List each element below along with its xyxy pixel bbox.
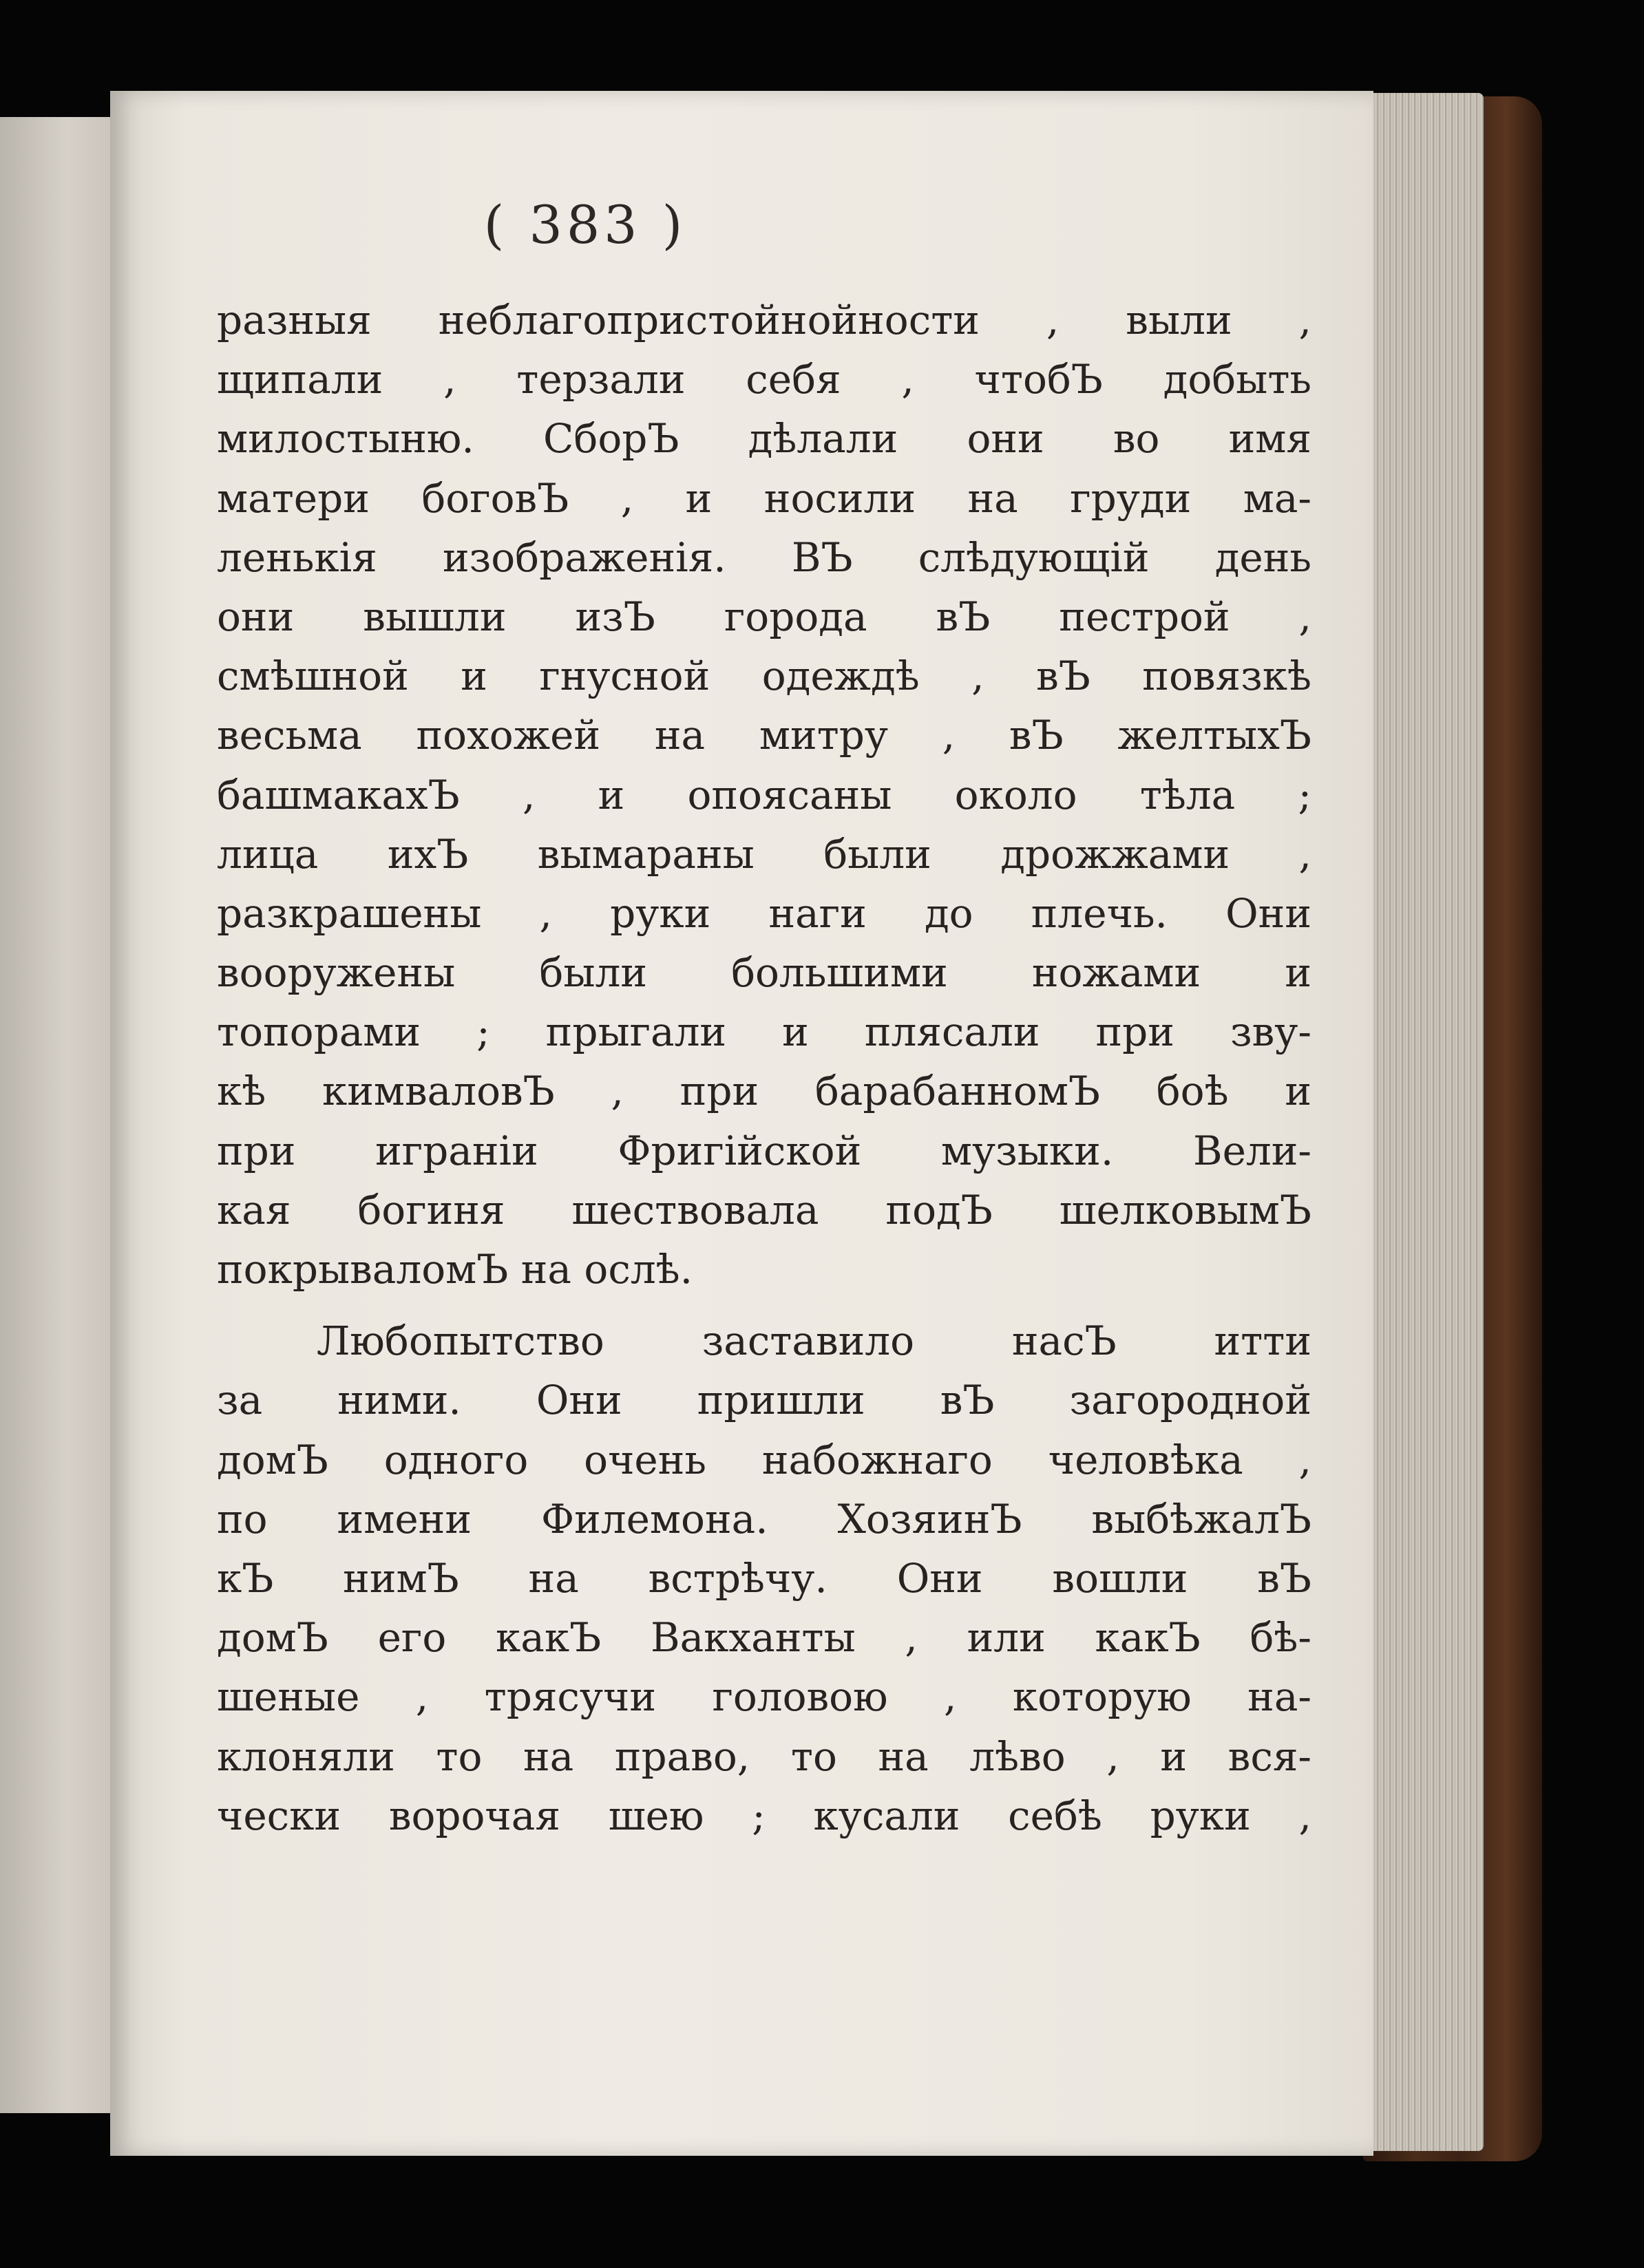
text-line: они вышли изЪ города вЪ пестрой , xyxy=(217,593,1311,640)
text-line: топорами ; прыгали и плясали при зву- xyxy=(217,1008,1311,1056)
text-line: щипали , терзали себя , чтобЪ добыть xyxy=(217,356,1311,403)
previous-page-sliver xyxy=(0,117,110,2113)
text-line: кЪ нимЪ на встрѣчу. Они вошли вЪ xyxy=(217,1554,1311,1602)
text-line: матери боговЪ , и носили на груди ма- xyxy=(217,474,1311,522)
text-line: домЪ одного очень набожнаго человѣка , xyxy=(217,1436,1311,1483)
page-number-header: ( 383 ) xyxy=(483,194,687,255)
text-line: разныя неблагопристойнойности , выли , xyxy=(217,297,1311,343)
page-text xyxy=(217,290,1311,1845)
text-line: ленькія изображенія. ВЪ слѣдующій день xyxy=(217,533,1311,581)
text-line: разкрашены , руки наги до плечь. Они xyxy=(217,889,1311,937)
text-line: домЪ его какЪ Вакханты , или какЪ бѣ- xyxy=(217,1614,1311,1662)
page-edges xyxy=(1367,93,1484,2151)
text-line: лица ихЪ вымараны были дрожжами , xyxy=(217,830,1311,878)
text-line: шеные , трясучи головою , которую на- xyxy=(217,1673,1311,1721)
text-line: клоняли то на право, то на лѣво , и вся- xyxy=(217,1732,1311,1780)
text-line: весьма похожей на митру , вЪ желтыхЪ xyxy=(217,712,1311,759)
text-line: чески ворочая шею ; кусали себѣ руки , xyxy=(217,1792,1311,1839)
text-line: по имени Филемона. ХозяинЪ выбѣжалЪ xyxy=(217,1495,1311,1543)
text-line: при играніи Фригійской музыки. Вели- xyxy=(217,1127,1311,1174)
text-line: смѣшной и гнусной одеждѣ , вЪ повязкѣ xyxy=(217,653,1311,700)
text-line: Любопытство заставило насЪ итти xyxy=(317,1317,1311,1365)
text-line: вооружены были большими ножами и xyxy=(217,949,1311,997)
text-line: башмакахЪ , и опоясаны около тѣла ; xyxy=(217,771,1311,818)
book-page xyxy=(110,91,1373,2156)
text-line: кѣ кимваловЪ , при барабанномЪ боѣ и xyxy=(217,1068,1311,1115)
text-line: милостыню. СборЪ дѣлали они во имя xyxy=(217,415,1311,463)
text-line: за ними. Они пришли вЪ загородной xyxy=(217,1377,1311,1424)
text-line: кая богиня шествовала подЪ шелковымЪ xyxy=(217,1186,1311,1233)
text-line: покрываломЪ на ослѣ. xyxy=(217,1246,693,1293)
paragraph-gap xyxy=(217,1299,1311,1311)
